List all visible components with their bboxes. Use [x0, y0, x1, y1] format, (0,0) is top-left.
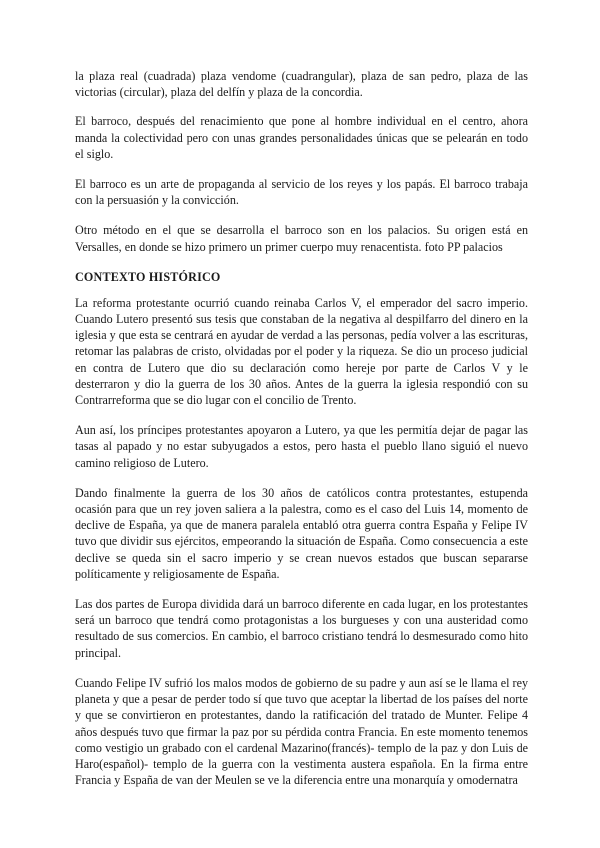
paragraph-plazas: la plaza real (cuadrada) plaza vendome (cuadrangular), plaza de san pedro, plaza de las victorias (circular), plaza del delfín y plaza de la concordia.	[75, 69, 528, 100]
paragraph-palacios: Otro método en el que se desarrolla el barroco son en los palacios. Su origen está en Versalles, en donde se hizo primero un primer cuerpo muy renacentista. foto PP palacios	[75, 223, 528, 254]
paragraph-guerra-30-anos: Dando finalmente la guerra de los 30 años de católicos contra protestantes, estupenda ocasión para que un rey joven saliera a la palestra, como es el caso del Luis 14, momento de declive de España, ya que de manera paralela entabló otra guerra contra España y Felipe IV tuvo que dividir sus ejércitos, empeorando la situación de España. Como consecuencia a este declive se queda sin el sacro imperio y se crean nuevos estados que buscan separarse políticamente y religiosamente de España.	[75, 485, 528, 581]
paragraph-principes: Aun así, los príncipes protestantes apoyaron a Lutero, ya que les permitía dejar de pagar las tasas al papado y no estar subyugados a estos, pero hasta el pueblo llano siguió el nuevo camino religioso de Lutero.	[75, 423, 528, 470]
paragraph-barroco-propaganda: El barroco es un arte de propaganda al servicio de los reyes y los papás. El barroco trabaja con la persuasión y la convicción.	[75, 177, 528, 208]
document-page	[75, 68, 528, 802]
paragraph-reforma: La reforma protestante ocurrió cuando reinaba Carlos V, el emperador del sacro imperio. Cuando Lutero presentó sus tesis que constaban de la negativa al despilfarro del dinero en la iglesia y que esta se centrará en ayudar de verdad a las personas, pedía volver a las escrituras, retomar las palabras de cristo, olvidadas por el poder y la riqueza. Se dio un proceso judicial en contra de Lutero que dio su declaración como hereje por parte de Carlos V y le desterraron y dio la guerra de los 30 años. Antes de la guerra la iglesia respondió con su Contrarreforma que se dio lugar con el concilio de Trento.	[75, 295, 528, 408]
paragraph-felipe-iv: Cuando Felipe IV sufrió los malos modos de gobierno de su padre y aun así se le llama el rey planeta y que a pesar de perder todo sí que tuvo que aceptar la libertad de los países del norte y que se convirtieron en protestantes, dando la ratificación del tratado de Munter. Felipe 4 años después tuvo que firmar la paz por su pérdida contra Francia. En este momento tenemos como vestigio un grabado con el cardenal Mazarino(francés)- templo de la paz y don Luis de Haro(español)- templo de la guerra con la vestimenta austera española. En la firma entre Francia y España de van der Meulen se ve la diferencia entre una monarquía y omodernatra	[75, 675, 528, 788]
section-heading: CONTEXTO HISTÓRICO	[75, 269, 221, 284]
paragraph-europa-dividida: Las dos partes de Europa dividida dará un barroco diferente en cada lugar, en los protestantes será un barroco que tendrá como protagonistas a los burgueses y con una austeridad como resultado de sus comercios. En cambio, el barroco cristiano tendrá lo desmesurado como hito principal.	[75, 597, 528, 660]
paragraph-barroco-colectividad: El barroco, después del renacimiento que pone al hombre individual en el centro, ahora manda la colectividad pero con unas grandes personalidades únicas que se pelearán en todo el siglo.	[75, 114, 528, 161]
